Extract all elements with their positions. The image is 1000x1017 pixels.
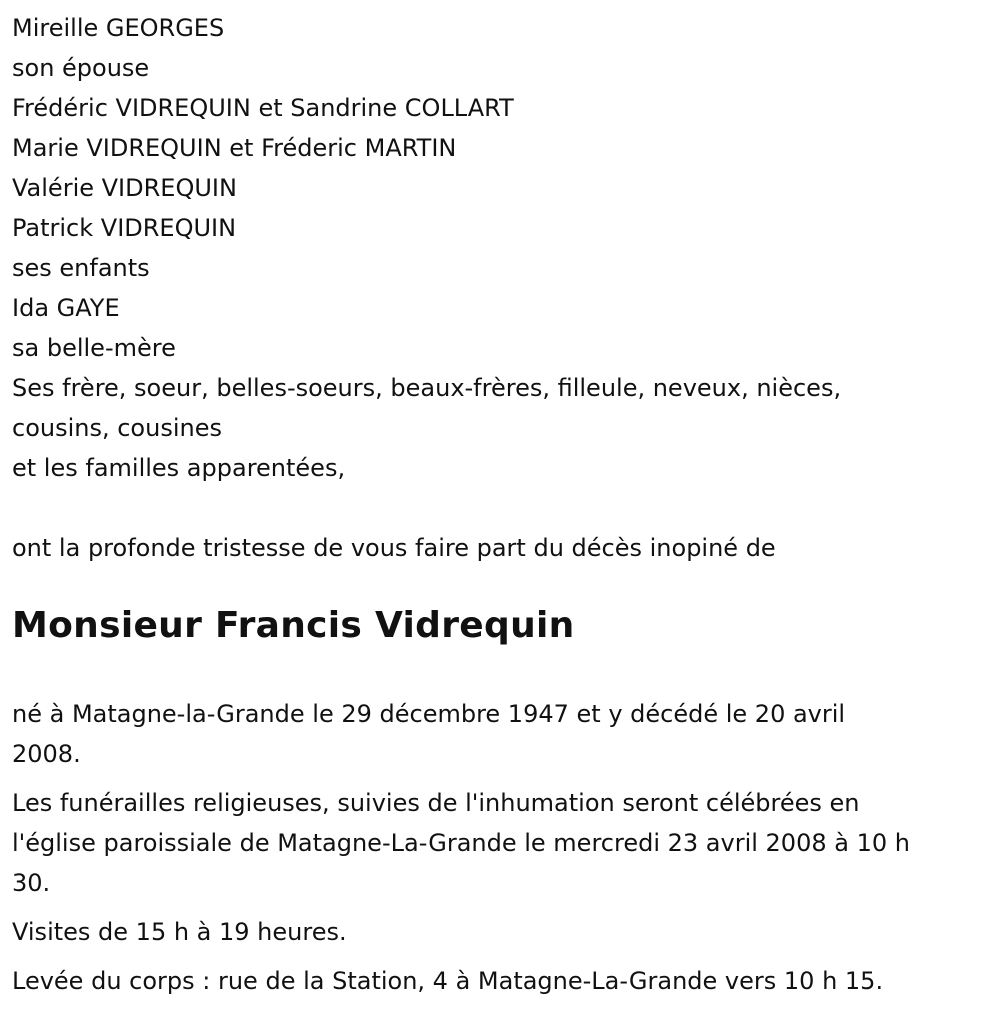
levee-paragraph: Levée du corps : rue de la Station, 4 à Matagne-La-Grande vers 10 h 15. <box>12 967 884 995</box>
family-line: Ses frère, soeur, belles-soeurs, beaux-frères, filleule, neveux, nièces, <box>12 374 842 402</box>
deceased-name-heading: Monsieur Francis Vidrequin <box>12 605 575 646</box>
family-line: Frédéric VIDREQUIN et Sandrine COLLART <box>12 94 514 122</box>
family-line: sa belle-mère <box>12 334 176 362</box>
paragraph-line: né à Matagne-la-Grande le 29 décembre 1947 et y décédé le 20 avril <box>12 700 846 728</box>
family-line: Marie VIDREQUIN et Fréderic MARTIN <box>12 134 457 162</box>
family-line: ses enfants <box>12 254 150 282</box>
family-line: son épouse <box>12 54 150 82</box>
family-line: Valérie VIDREQUIN <box>12 174 237 202</box>
paragraph-line: 2008. <box>12 740 81 768</box>
family-line: Patrick VIDREQUIN <box>12 214 237 242</box>
birth-death-paragraph <box>12 694 988 774</box>
family-line: Ida GAYE <box>12 294 120 322</box>
paragraph-line: l'église paroissiale de Matagne-La-Grande le mercredi 23 avril 2008 à 10 h <box>12 829 910 857</box>
family-line: cousins, cousines <box>12 414 222 442</box>
family-line: et les familles apparentées, <box>12 454 346 482</box>
paragraph-line: 30. <box>12 869 51 897</box>
details-section <box>12 694 988 1001</box>
family-list <box>12 8 988 488</box>
family-line: Mireille GEORGES <box>12 14 225 42</box>
paragraph-line: Les funérailles religieuses, suivies de l'inhumation seront célébrées en <box>12 789 860 817</box>
funeral-paragraph <box>12 783 988 903</box>
section-spacer <box>12 488 988 528</box>
visits-paragraph: Visites de 15 h à 19 heures. <box>12 918 347 946</box>
announcement-text: ont la profonde tristesse de vous faire part du décès inopiné de <box>12 534 776 562</box>
